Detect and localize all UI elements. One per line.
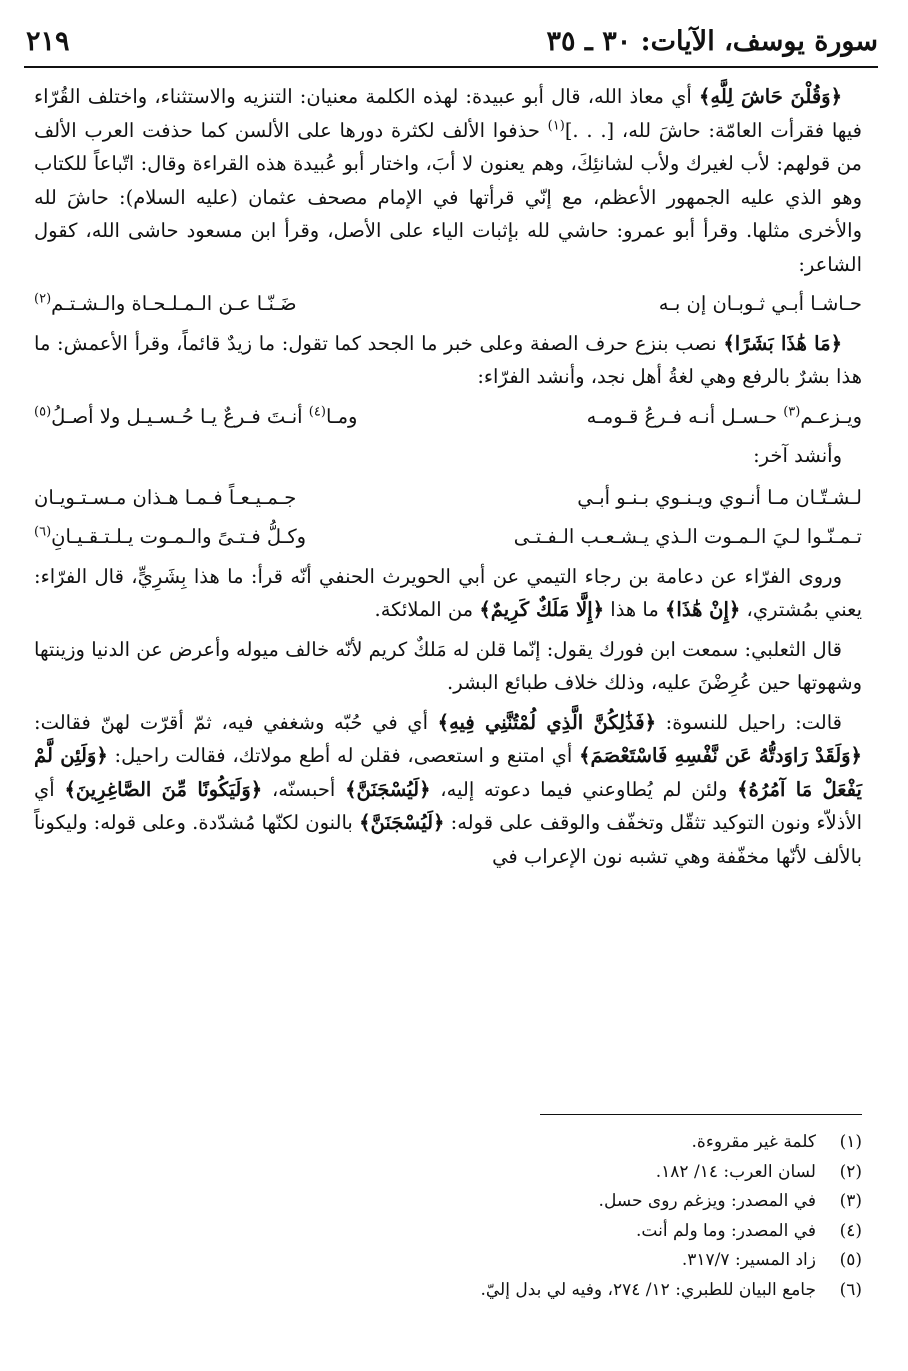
quran-quote: ﴿وَلَيَكُونًا مِّنَ الصَّاغِرِينَ﴾: [64, 777, 263, 801]
footnote-text: زاد المسير: ٣١٧/٧.: [681, 1250, 816, 1270]
quran-quote: ﴿مَا هَٰذَا بَشَرًا﴾: [723, 331, 842, 355]
footnote: [300, 1158, 862, 1188]
footnote: [300, 1276, 862, 1306]
running-title: سورة يوسف، الآيات: ٣٠ ـ ٣٥: [546, 26, 878, 57]
verse-text: حـسـل أنـه فـرعُ قـومـه: [586, 404, 784, 428]
paragraph-text: أي في حُبّه وشغفي فيه، ثمّ أقرّت لهنّ فقالت:: [34, 710, 438, 734]
footnote-number: (٤): [839, 1220, 862, 1241]
verse-second-hemistich: جـمـيـعـاً فـمـا هـذان مـسـتـويـان: [34, 485, 297, 509]
verse-second-hemistich: [34, 520, 306, 554]
footnote: [300, 1187, 862, 1217]
footnote-ref: (٢): [34, 291, 52, 307]
quran-quote: ﴿لَيُسْجَنَنَّ﴾: [345, 777, 431, 801]
paragraph-text: قال الثعلبي: سمعت ابن فورك يقول: إنّما قلن له مَلكٌ كريم لأنّه خالف ميوله وأعرض عن الدنيا وزينتها وشهوتها حين عُرِضْنَ عليه، وذلك خلاف طبائع البشر.: [34, 637, 862, 694]
paragraph-text: من الملائكة.: [374, 598, 480, 621]
footnote-number: (٢): [839, 1161, 862, 1182]
quran-quote: ﴿إِلَّا مَلَكٌ كَرِيمٌ﴾: [479, 598, 605, 621]
paragraph-farra-reading: [34, 560, 862, 627]
paragraph-ma-hadha-bashara: [34, 327, 862, 394]
paragraph-text: ما هذا: [604, 598, 665, 621]
verse-text: وكـلُّ فـتـىً والـمـوت يـلـتـقـيـانِ: [51, 525, 307, 548]
footnote: [300, 1246, 862, 1276]
verse-text: ومـا: [325, 404, 358, 428]
footnote-number: (٣): [839, 1191, 862, 1211]
paragraph-text: بالنون لكنّها مُشدّدة. وعلى قوله: وليكوناً بالألف لأنّها مخفّفة وهي تشبه نون الإعراب في: [34, 811, 862, 868]
footnote-text: لسان العرب: ١٤/ ١٨٢.: [655, 1161, 816, 1182]
verse-second-hemistich: [34, 287, 297, 321]
verse-second-hemistich: [34, 400, 357, 434]
footnote-ref: (٤): [308, 404, 326, 419]
quran-quote: ﴿وَقُلْنَ حَاشَ لِلَّهِ﴾: [698, 85, 842, 108]
paragraph-text: حذفوا الألف لكثرة دورها على الألسن كما حذفت العرب الألف من قولهم: لأب لغيرك ولأب لشانئِكَ، وهم يعنون لا أبَ، واختار أبو عُبيدة هذه القراءة وقال: اتّباعاً للكتاب وهو الذي عليه الجمهور الأعظم، مع إنّي قرأتها في الإمام مصحف عثمان (عليه السلام): حاشَ لله والأخرى مثلها. وقرأ أبو عمرو: حاشي لله بإثبات الياء على الأصل، وقرأ ابن مسعود حاشى الله، كقول الشاعر:: [34, 118, 862, 276]
paragraph-text: أي امتنع و استعصى، فقلن له أطع مولاتك، فقالت راحيل:: [107, 744, 580, 767]
quran-quote: ﴿وَلَئِن لَّمْ يَفْعَلْ مَا آمُرُهُ﴾: [34, 744, 862, 801]
footnote-number: (١): [839, 1132, 862, 1152]
paragraph-text: أي معاذ الله، قال أبو عبيدة: لهذه الكلمة معنيان: التنزيه والاستثناء، واختلف القُرّاء فيها فقرأت العامّة: حاشَ لله، [. . .]: [34, 85, 862, 142]
verse-text: ويـزعـم: [800, 404, 862, 428]
paragraph-text: ولئن لم يُطاوعني فيما دعوته إليه،: [430, 777, 738, 801]
paragraph-rahil: [34, 706, 862, 874]
poetry-verse: [34, 481, 862, 515]
verse-first-hemistich: حـاشـا أبـي ثـوبـان إن بـه: [658, 292, 862, 315]
verse-text: أنـتَ فـرعٌ يـا حُـسـيـل ولا أصـلُ: [51, 404, 309, 428]
paragraph-hasha-lillah: [34, 80, 862, 281]
quran-quote: ﴿إِنْ هَٰذَا﴾: [665, 598, 741, 621]
verse-first-hemistich: لـشـتّـان مـا أنـوي ويـنـوي بـنـو أبـي: [577, 485, 862, 509]
page-number: ٢١٩: [26, 26, 70, 57]
header-rule: [24, 66, 878, 68]
quran-quote: ﴿فَذَٰلِكُنَّ الَّذِي لُمْتُنَّنِي فِيهِ﴾: [437, 710, 657, 734]
paragraph-text: نصب بنزع حرف الصفة وعلى خبر ما الجحد كما تقول: ما زيدٌ قائماً، وقرأ الأعمش: ما هذا بشرٌ بالرفع وهي لغةُ أهل نجد، وأنشد الفرّاء:: [34, 331, 862, 388]
verse-text: ضَـنّـا عـن الـمـلـحـاة والـشـتـم: [51, 292, 297, 315]
footnote-number: (٦): [839, 1279, 862, 1300]
footnote-ref: (٦): [34, 524, 52, 540]
paragraph-text: أي الأذلاّء ونون التوكيد تثقّل وتخفّف والوقف على قوله:: [34, 777, 862, 834]
quran-quote: ﴿لَيُسْجَنَنَّ﴾: [359, 811, 445, 834]
main-text: [34, 80, 862, 879]
footnote-rule: [540, 1114, 862, 1115]
poetry-verse: [34, 520, 862, 554]
footnote-number: (٥): [839, 1250, 862, 1270]
footnote-text: في المصدر: ويزغم روى حسل.: [598, 1191, 816, 1211]
quran-quote: ﴿وَلَقَدْ رَاوَدتُّهُ عَن نَّفْسِهِ فَاسْتَعْصَمَ﴾: [579, 744, 862, 767]
footnotes: [300, 1128, 862, 1305]
footnote-ref: (١): [547, 118, 565, 133]
page-header: [26, 26, 878, 66]
footnote-text: في المصدر: وما ولم أنت.: [636, 1220, 816, 1241]
footnote-text: جامع البيان للطبري: ١٢/ ٢٧٤، وفيه لي بدل إليّ.: [480, 1279, 816, 1300]
footnote: [300, 1128, 862, 1158]
verse-first-hemistich: تـمـنّـوا لـيَ الـمـوت الـذي يـشـعـب الـفـتـى: [513, 525, 862, 548]
paragraph-text: قالت: راحيل للنسوة:: [656, 710, 842, 734]
paragraph-text: وروى الفرّاء عن دعامة بن رجاء التيمي عن أبي الحويرث الحنفي أنّه قرأ: ما هذا بِشَرِيٍّ، قال الفرّاء: يعني بمُشتري،: [34, 564, 862, 621]
footnote-ref: (٣): [783, 404, 801, 419]
footnote-text: كلمة غير مقروءة.: [691, 1132, 816, 1152]
footnote: [300, 1217, 862, 1247]
poetry-verse: [34, 400, 862, 434]
paragraph-thaalabi: [34, 633, 862, 700]
footnote-ref: (٥): [34, 404, 52, 419]
verse-intro: وأنشد آخر:: [753, 444, 842, 467]
poetry-verse: [34, 287, 862, 321]
paragraph-text: أحبسنّه،: [262, 777, 346, 801]
verse-first-hemistich: [587, 400, 862, 434]
